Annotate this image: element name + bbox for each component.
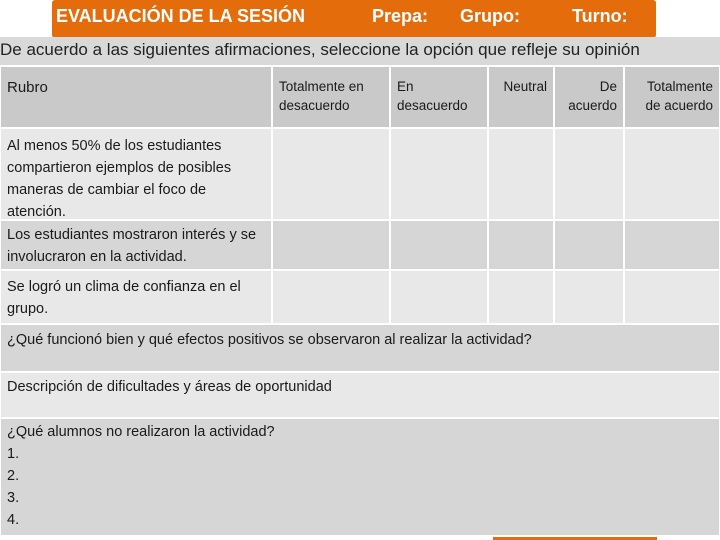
students-question: ¿Qué alumnos no realizaron la actividad?: [7, 424, 275, 440]
header-prepa-label: Prepa:: [372, 6, 429, 26]
option-cell-r1-c5[interactable]: [624, 128, 720, 220]
option-cell-r1-c1[interactable]: [272, 128, 390, 220]
column-header-neutral: Neutral: [488, 66, 554, 128]
option-cell-r2-c5[interactable]: [624, 220, 720, 270]
option-cell-r1-c3[interactable]: [488, 128, 554, 220]
option-cell-r1-c2[interactable]: [390, 128, 488, 220]
column-header-de-acuerdo: De acuerdo: [554, 66, 624, 128]
option-cell-r2-c2[interactable]: [390, 220, 488, 270]
column-header-rubro: Rubro: [0, 66, 272, 128]
option-cell-r3-c1[interactable]: [272, 270, 390, 324]
option-cell-r3-c5[interactable]: [624, 270, 720, 324]
instruction-text: De acuerdo a las siguientes afirmaciones, seleccione la opción que refleje su opinión: [0, 37, 720, 65]
statement-row-2: Los estudiantes mostraron interés y se involucraron en la actividad.: [0, 220, 272, 270]
column-header-totalmente-acuerdo: Totalmente de acuerdo: [624, 66, 720, 128]
students-not-completed[interactable]: [0, 418, 720, 536]
option-cell-r2-c4[interactable]: [554, 220, 624, 270]
statement-row-3: Se logró un clima de confianza en el grupo.: [0, 270, 272, 324]
option-cell-r2-c1[interactable]: [272, 220, 390, 270]
header-grupo-label: Grupo:: [460, 6, 520, 26]
student-line-4: 4.: [7, 512, 20, 528]
statement-row-1: Al menos 50% de los estudiantes compartieron ejemplos de posibles maneras de cambiar el foco de atención.: [0, 128, 272, 220]
option-cell-r3-c3[interactable]: [488, 270, 554, 324]
description-difficulties[interactable]: Descripción de dificultades y áreas de oportunidad: [0, 372, 720, 418]
question-what-worked[interactable]: ¿Qué funcionó bien y qué efectos positivos se observaron al realizar la actividad?: [0, 324, 720, 372]
option-cell-r3-c2[interactable]: [390, 270, 488, 324]
evaluation-header-bar: [52, 0, 656, 38]
option-cell-r1-c4[interactable]: [554, 128, 624, 220]
header-turno-label: Turno:: [572, 6, 628, 26]
column-header-desacuerdo: En desacuerdo: [390, 66, 488, 128]
option-cell-r3-c4[interactable]: [554, 270, 624, 324]
header-title: EVALUACIÓN DE LA SESIÓN: [56, 6, 306, 26]
student-line-2: 2.: [7, 468, 20, 484]
column-header-totalmente-desacuerdo: Totalmente en desacuerdo: [272, 66, 390, 128]
option-cell-r2-c3[interactable]: [488, 220, 554, 270]
student-line-3: 3.: [7, 490, 20, 506]
student-line-1: 1.: [7, 446, 20, 462]
